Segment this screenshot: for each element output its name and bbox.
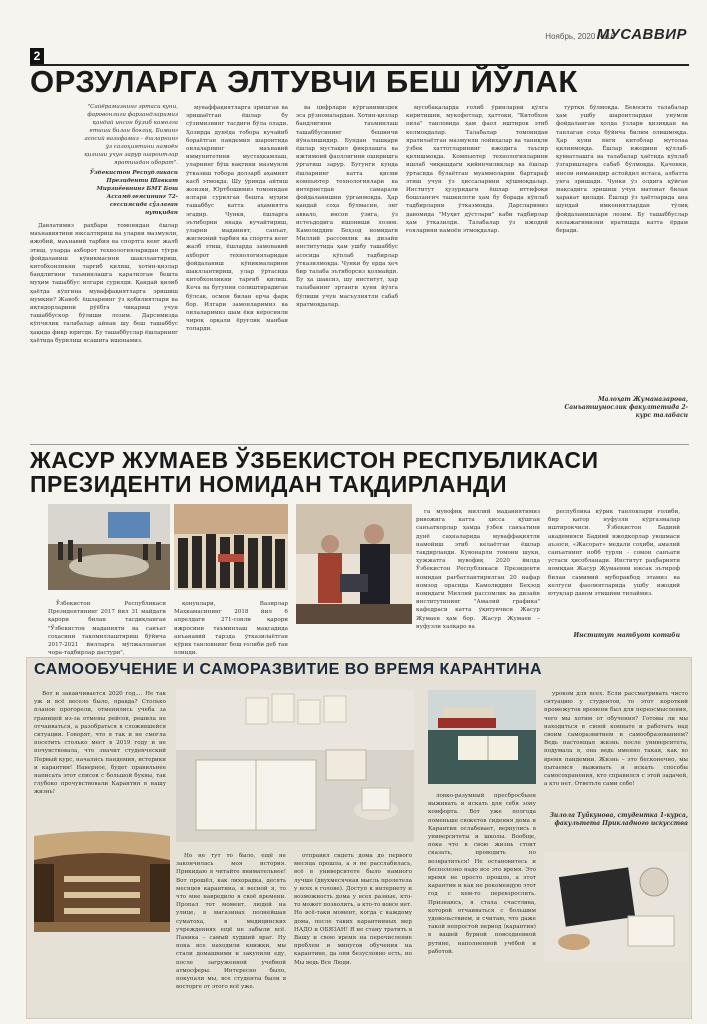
ceremony-hall-photo: [48, 504, 170, 590]
article3-col4-text: ловко-разумный пресбросбыен выживать и искать для себя зону комфорта. Вот уже полгода поменьше сюжетов сидения дома и Карантин ослабевает, вернулись в университеты и школы. Вообще, пока что в свою жизнь стоит сказать, проводить по возвратиться! Не остановитесь и бесполезно надо все это время. Это время не просто прошло, а этот карантин и как не рекомендую этот год с кем-то перевзрослить. Признаюсь, я стала счастлива, которой отчаиваться с большим удовольствием, и считаю, что даже такой непростой период (карантин) в вашей бурной повседневной рутине, наполненной учёбой и работой.: [428, 793, 536, 955]
article3-col2-text: Но не тут то было, ещё не закончилась моя история. Прикидаю я читайте внимательнее! Вот прошёл, как лихорадка, десять месяцев карантина, и весной я, то что мне навредило в своё времени. Пропал тот момент, людей на улице, в магазинах полнейшая суматоха, в медицинских учреждениях ещё не забыли всё. Паника – самый худший враг. Ну пока все находили книжки, мы стали домашними и закупили еду, после загруженной учебной атмосферы. Интересно было, покупали мы, все студенты были в восторге от этого всё уже.: [176, 853, 286, 991]
article1-col1-text: Давлатимиз раҳбари томонидан ёшлар маънавиятини юксалтириш ва уларни мазмунли, ижобий, маънавий тарбия ва спортга кенг жалб этиш, уларда ахборот технологияларидан тўғри фойдаланиш кўникмасини шакллантириш, китобхонликни тарғиб қилиш, хотин-қизлар бандлигини таъминлашга қаратилган бешта муҳим ташаббус илгари сурилди. Қандай қилиб ҳаётда кўпгина муваффақиятларга эришиш мумкин? Жавоб: ёшларнинг ўз қобилиятлари ва иқтидорларини рўёбга чиқариш учун ташаббускор бўлиши лозим. Дарсимизда кўпчилик талабалар айнан шу беш ташаббус ҳақида фикр юритди. Бу ташаббуслар ёшларнинг ҳаётида бурилиш ясашига ишонамиз.: [30, 223, 178, 344]
article2-col3-text: га мувофиқ миллий маданиятимиз ривожига катта ҳисса қўшган санъаткорлар ҳамда ўзбек санъатини дунё саҳналарида муваффақиятли намойиш этиб келаётган ёшлар тақдирланди. Кувонарли томони шуки, ҳужжатга мувофиқ 2020 йилда Ўзбекистон Республикаси Президенти номидан рағбатлантирилган 20 нафар номзод орасида Камолиддин Беҳзод номидаги Миллий рассомлик ва дизайн институтининг "Амалий графика" кафедраси катта ўқитувчиси Жасур Жумаев ҳам бор. Жасур Жумаев – нуфузли халқаро ва: [416, 509, 540, 630]
recipient-image: [296, 504, 412, 624]
newspaper-logo: МУСАВВИР: [596, 26, 687, 43]
article1-col3-text: ва цифрлари кўрганимиздек эса рўзномалардан. Хотин-қизлар бандлигини таъминлаш ташаббусининг бешинчи йўналишидир. Бундан ташқари ёшлар мустақил фикрлашга ва ижтимоий фаоллигини оширишга ўргатиш зарур. Бугунги кунда ёшларнинг катта қисми компьютер технологиялари ва интернетдан самарали фойдаланишни ўрганмоқда. Ҳар қандай соҳа бўлмасин, энг аввало, инсон ўзига, ўз истеъдодига ишониши лозим. Камолиддин Беҳзод номидаги Миллий рассомлик ва дизайн институтида ҳам ушбу ташаббус асосида кўплаб тадбирлар ўтказилмоқда. Чунки бу ерда ҳеч бир талаба эътиборсиз қолмайди. Бу ҳа шаксиз, шу институт, ҳар талабанинг эртанги куни йўлга бўлиши учун масъулиятли сабаб яратмоқдалар.: [296, 105, 398, 308]
article2-col2-text: қонунлари, Вазирлар Маҳкамасининг 2018 йил 6 апрелдаги 271-сонли қарори ижросини таъминлаш мақсадида анъанавий тарзда ўтказилаётган кўрик танловнинг бош ғолиби деб тан олинди.: [174, 601, 288, 657]
article3-col3: [294, 852, 412, 1014]
masthead: [0, 0, 707, 46]
books-image: [428, 690, 536, 784]
section-divider: [30, 444, 689, 445]
library-image: [34, 836, 170, 932]
article2-col3: [416, 508, 540, 650]
article3-col1-text: Вот и заканчивается 2020 год.... Не так уж и всё весело было, правда? Столько планов прогорели, отменились учеба за границей из-за отмены рейсов, решила не отчаиваться, а разобраться в сложившейся ситуации. Говорят, что я так и не смогла посетить столько мест в 2019 году и не почувствовала, что значит студенческий Первый курс, начались пандемия, истерики и карантин! Наверное, будет правильнее написать этот список с большой буквы, так глубоко прочувствовали Карантин в нашу жизнь!: [34, 691, 166, 796]
article2-title: ЖАСУР ЖУМАЕВ ЎЗБЕКИСТОН РЕСПУБЛИКАСИ ПРЕЗИДЕНТИ НОМИДАН ТАҚДИРЛАНДИ: [30, 447, 599, 498]
article3-col1: [34, 690, 166, 830]
recipient-photo: [296, 504, 412, 624]
article1-col3: [296, 104, 398, 438]
article2-col1-text: Ўзбекистон Республикаси Президентининг 2017 йил 31 майдаги қарори билан тасдиқланган "Ўзбекистон маданияти ва санъат соҳасини такомиллаштириш бўйича 2017-2021 йилларга мўлжалланган чора-тадбирлар дастури",: [48, 601, 166, 657]
page-number: 2: [30, 48, 44, 64]
library-photo: [34, 836, 170, 932]
ceremony-hall-image: [48, 504, 170, 590]
article1-col4-text: мусобақаларда ғолиб ўринларни қўлга киритишни, мукофотлар, ҳаттоки, "Китобхон оила" танловида ҳам фаол иштирок этиб келмоқдалар. Талабалар томонидан яратилаётган мазмунли лойиҳалар ва таниқли ўзбек хаттотларининг ижодига таъсир қилишмоқда. Компьютер технологияларини ишлаб чиқишдаги қийинчиликлар ва ёшлар ўртасида бўлаётган муаммоларни бартараф этиш учун ўз ҳиссаларини қўшмоқдалар. Институт ҳузуридаги ёшлар иттифоқи бошланғич ташкилоти ҳам бу борада кўплаб тадбирларни ўтказмоқда. Дарсларимиз давомида "Муҳит дўстлари" каби тадбирлар ҳам ўтказилди. Талабалар ўз ижодий ғояларини намоён этмоқдалар.: [406, 105, 548, 235]
article2-col1: [48, 600, 166, 657]
article1-col2: [186, 104, 288, 438]
article3-col5-text: уроком для всех. Если рассматривать чисто ситуацию у студентов, то этот короткий промежуток времени был для переосмысления, чего мы хотим от обучения? Готовы ли мы находиться в своей комнате и работать над своим саморазвитием и самообразованием? Ведь настоящая жизнь после университета, подумала я, она ведь именно такая, как во время пандемии. Жизнь – это бесконечно, мы пытаемся выживать и искать способы самосохранения, кто справился с этой задачей, а кто нет. Ответьте сами себе!: [544, 691, 688, 788]
article1-author: Малоҳат Жуманазарова, Санъатшунослик факултетида 2-курс талабаси: [564, 396, 688, 419]
article1-title: ОРЗУЛАРГА ЭЛТУВЧИ БЕШ ЙЎЛАК: [30, 64, 578, 99]
article1-col5-text: туртки бўлмоқда. Бевосита талабалар ҳам ушбу шароитлардан унумли фойдаланган ҳолда ўзлари қизиққан ва танлаган соҳа бўйича билим олишмоқда. Ҳар куни янги китоблар мутолаа қилинмоқда. Ёшлар ижодини қўллаб-қувватлашга ва талабалар ҳаётида кўплаб ўзгаришларга сабаб бўлмоқда. Қачонки, инсон ниманидир астойдил истаса, албатта унга эришади. Чунки ўз олдига қўйган мақсадига эришиш учун матонат билан ҳаракат қилади. Ёшлар ўз ҳаётларида ана шундай имкониятлардан тўлиқ фойдаланишлари лозим. Бу ташаббуслар келажагимизни яратишда катта ёрдам беради.: [556, 105, 688, 235]
article2-col4: [548, 508, 680, 628]
article3-col4: [428, 792, 536, 1014]
article3-title: САМООБУЧЕНИЕ И САМОРАЗВИТИЕ ВО ВРЕМЯ КАРАНТИНА: [34, 661, 543, 678]
article1-col2-text: муваффақиятларга эришган ва эришаётган ёшлар бу сўзимизнинг тасдиғи бўла олади. Ҳозирда дунёда тобора кучайиб бораётган пандемия шароитида оилаларнинг маънавий иммунитетини мустаҳкамлаш, уларнинг бўш вақтини мазмунли ўтказиш тобора долзарб аҳамият касб этмоқда. Шу ўринда айтиш жоизки, Юртбошимиз томонидан илгари сурилган бешта муҳим ташаббус катта аҳамиятга эгадир. Чунки, ёшларга эътиборни янада кучайтириш, уларни маданият, санъат, жисмоний тарбия ва спортга кенг жалб этиш, ёшларда замонавий ахборот технологияларидан фойдаланиш кўникмаларини шакллантириш, улар ўртасида китобхонликни тарғиб қилиш. Кеча ва бугунни солиштирадиган бўлсак, осмон билан ерча фарқ бор. Илгари замонларимиз ва оилаларимиз шам ёки керосинли чироқ орқали ёруғлик манбаи топарди.: [186, 105, 288, 333]
article2-col4-text: республика кўрик танловлари ғолиби, бир қатор нуфузли кўргазмалар иштирокчиси. Ўзбекистон Бадиий академияси Бадиий ижодкорлар уюшмаси аъзоси, «Жасорат» медали соҳиби, амалий санъатнинг нобб турли - сомон санъати устаси ҳисобланади. Институт раҳбарияти номидан Жасур Жумаевни юксак эътироф билан самимий муборакбод этамиз ва келгуси фаолиятларида ушбу ижодий ютуқлар давом этишини тилаймиз.: [548, 509, 680, 598]
epigraph-quote: "Сайёрамизнинг эртаси куни, фаровонлиги фарзандларимиз қандай инсон бўлиб камолга етиши билан боғлиқ. Биминг асосий вазифамиз – ёшларнинг ўз салоҳиятини намоён қилиши учун зарур шароитлар яратишдан иборат".: [84, 104, 178, 166]
article1-epigraph: [82, 103, 178, 217]
article3-col2: [176, 852, 286, 1014]
article3-col5: [544, 690, 688, 806]
article3-author: Зилола Туйкунова, студентка 1-курса, факультета Прикладного искусства: [549, 812, 688, 827]
group-image: [174, 504, 288, 590]
tablet-desk-photo: [544, 852, 688, 962]
article1-col4: [406, 104, 548, 438]
books-photo: [428, 690, 536, 784]
study-desk-photo: [176, 690, 414, 842]
article1-col5: [556, 104, 688, 390]
article2-col2: [174, 600, 288, 657]
epigraph-author: Ўзбекистон Республикаси Президенти Шавкат Мирзиёевнинг БМТ Бош Ассамблеясининг 72-сессиясида сўзлаган нутқидан: [89, 170, 178, 216]
tablet-desk-image: [544, 852, 688, 962]
article3-col3-text: отправил сидеть дома до первого месяца прошла, а я не расслабилась, всё в университете было намного лучше (двухмесячная мысль пролетела у всех в голове). Доступ к интернету и возможность дома у всех разные, кто-то может позволить, а кто-то вовсе нет. Но всё-таки момент, когда с каждому дома, после таких карантинных мер НАДО и ОБЯЗАН! Я не стану тратить в Вашу и свою время на перечисление проблем и минусов обучения на карантине, да они безусловно есть, но Мы ведь Все Люди.: [294, 853, 412, 966]
group-photo: [174, 504, 288, 590]
study-desk-image: [176, 690, 414, 842]
issue-info: Ноябрь, 2020 №16: [545, 32, 615, 41]
article1-col1: [30, 222, 178, 438]
article2-author: Институт матбуот котиби: [573, 632, 680, 639]
